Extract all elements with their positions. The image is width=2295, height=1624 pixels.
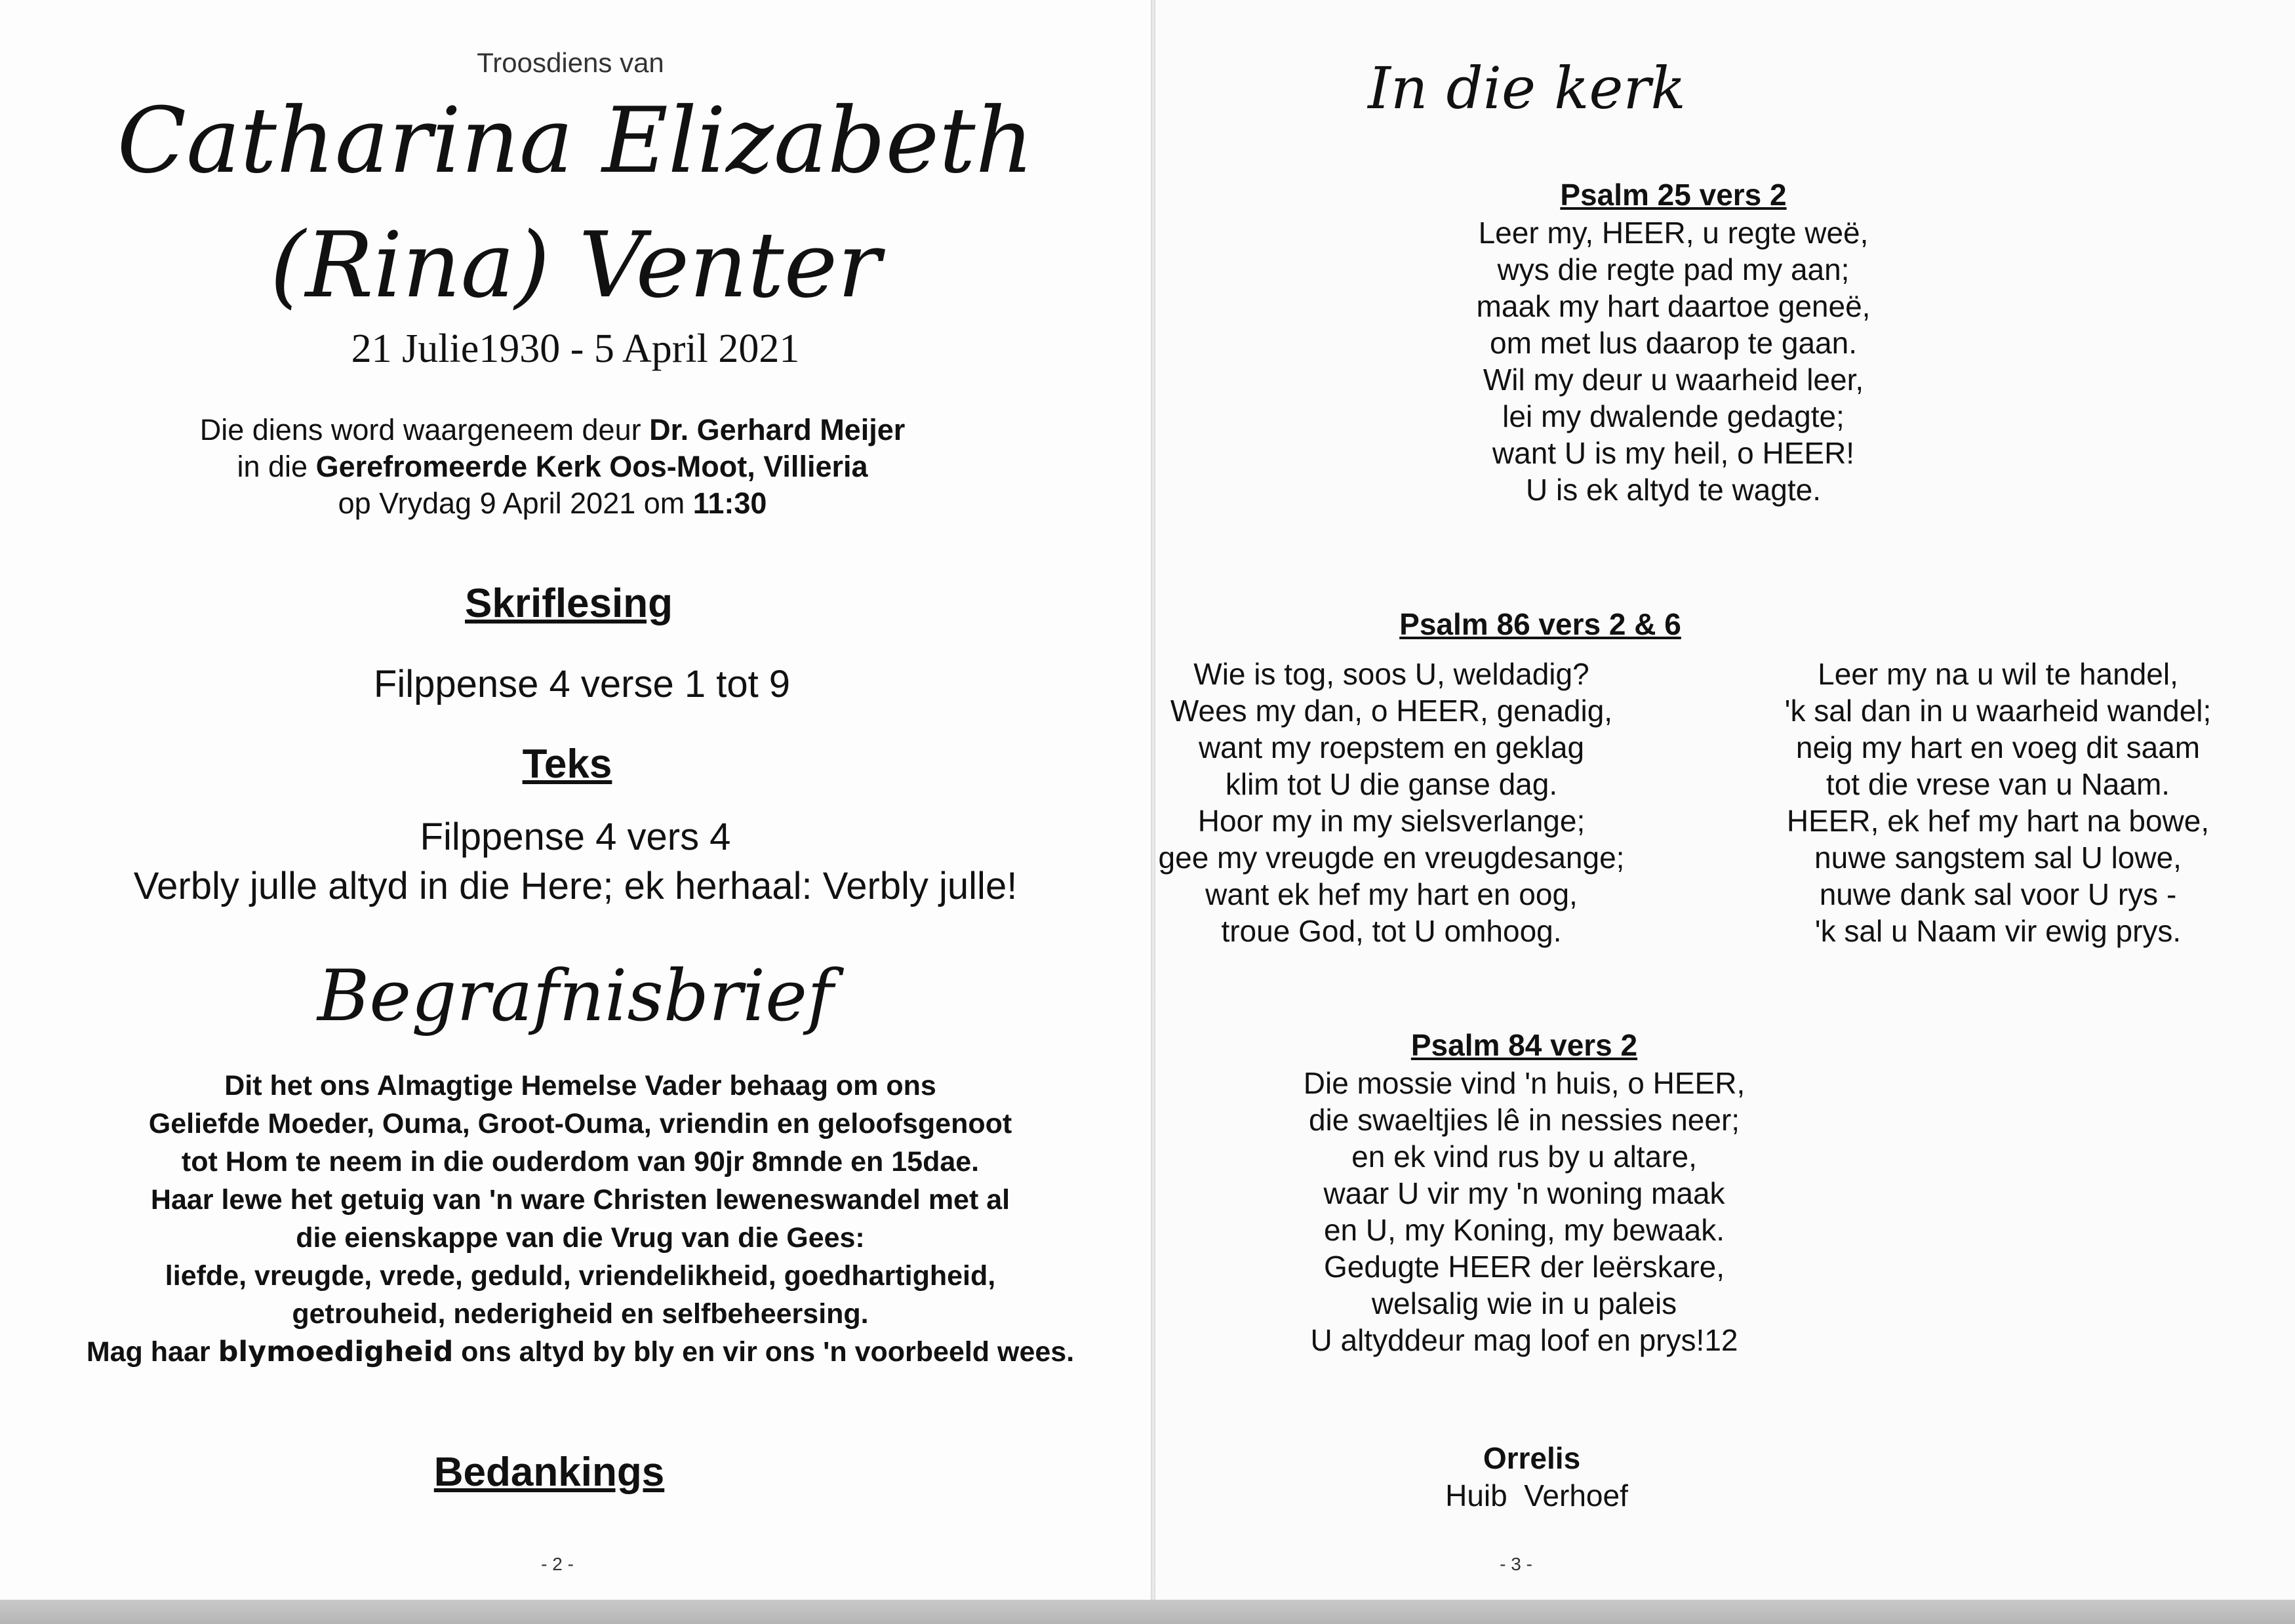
verse-line: Wil my deur u waarheid leer, xyxy=(1483,363,1864,397)
verse-line: klim tot U die ganse dag. xyxy=(1225,767,1558,801)
verse-line: Leer my, HEER, u regte weë, xyxy=(1478,216,1869,250)
service-time: 11:30 xyxy=(692,486,767,520)
thanks-heading: Bedankings xyxy=(433,1450,665,1495)
reading-reference: Filppense 4 verse 1 tot 9 xyxy=(373,663,791,705)
verse-line: Wees my dan, o HEER, genadig, xyxy=(1170,694,1613,728)
verse-line: want my roepstem en geklag xyxy=(1198,730,1585,764)
verse-line: welsalig wie in u paleis xyxy=(1371,1286,1677,1320)
letter-line: Geliefde Moeder, Ouma, Groot-Ouma, vriendin en geloofsgenoot xyxy=(148,1108,1012,1139)
letter-line: Dit het ons Almagtige Hemelse Vader behaag om ons xyxy=(224,1070,936,1101)
verse-line: 'k sal dan in u waarheid wandel; xyxy=(1784,694,2212,728)
service-line-2-text: in die xyxy=(237,450,308,483)
page-number: - 3 - xyxy=(1500,1554,1532,1574)
letter-line: die eienskappe van die Vrug van die Gees: xyxy=(296,1222,865,1254)
church-name: Gerefromeerde Kerk Oos-Moot, Villieria xyxy=(315,450,868,483)
page-fold xyxy=(1151,0,1155,1624)
verse-line: Hoor my in my sielsverlange; xyxy=(1197,804,1586,838)
verse-line: waar U vir my 'n woning maak xyxy=(1323,1176,1725,1210)
deceased-name-line1: Catharina Elizabeth xyxy=(117,88,1034,193)
scan-edge xyxy=(0,1600,2295,1624)
verse-line: om met lus daarop te gaan. xyxy=(1490,326,1857,360)
verse-line: en ek vind rus by u altare, xyxy=(1351,1139,1697,1174)
letter-last-prefix: Mag haar xyxy=(86,1336,210,1368)
psalm-86-verse-right xyxy=(1759,656,2237,949)
verse-line: nuwe dank sal voor U rys - xyxy=(1819,877,2177,911)
verse-line: troue God, tot U omhoog. xyxy=(1221,914,1562,948)
deceased-name-line2: (Rina) Venter xyxy=(269,212,881,318)
psalm-25-title: Psalm 25 vers 2 xyxy=(1560,178,1787,212)
psalm-84-title: Psalm 84 vers 2 xyxy=(1410,1028,1638,1062)
psalm-86-title: Psalm 86 vers 2 & 6 xyxy=(1399,607,1681,641)
verse-line: Die mossie vind 'n huis, o HEER, xyxy=(1303,1066,1746,1100)
verse-line: maak my hart daartoe geneë, xyxy=(1476,289,1871,323)
verse-line: nuwe sangstem sal U lowe, xyxy=(1814,841,2182,875)
verse-line: lei my dwalende gedagte; xyxy=(1502,399,1845,433)
organist-name: Huib Verhoef xyxy=(1445,1478,1628,1513)
verse-line: Gedugte HEER der leërskare, xyxy=(1323,1250,1725,1284)
verse-line: 'k sal u Naam vir ewig prys. xyxy=(1814,914,2182,948)
verse-line: en U, my Koning, my bewaak. xyxy=(1323,1213,1725,1247)
organist-heading: Orrelis xyxy=(1483,1441,1581,1475)
text-heading: Teks xyxy=(522,742,612,787)
letter-line: tot Hom te neem in die ouderdom van 90jr 8mnde en 15dae. xyxy=(181,1146,980,1178)
service-intro: Troosdiens van xyxy=(477,47,664,78)
verse-line: wys die regte pad my aan; xyxy=(1497,252,1850,287)
service-line-1 xyxy=(0,412,1105,448)
psalm-25-verse xyxy=(1155,214,2191,508)
service-line-3-text: op Vrydag 9 April 2021 om xyxy=(338,486,685,520)
church-section-heading: In die kerk xyxy=(1368,54,1686,122)
psalm-84-verse xyxy=(1155,1065,1893,1358)
letter-last-suffix: ons altyd by bly en vir ons 'n voorbeeld wees. xyxy=(461,1336,1075,1368)
letter-line: liefde, vreugde, vrede, geduld, vriendelikheid, goedhartigheid, xyxy=(165,1260,996,1292)
left-page xyxy=(0,0,1151,1600)
psalm-84 xyxy=(1155,1025,1893,1358)
verse-line: gee my vreugde en vreugdesange; xyxy=(1158,841,1625,875)
service-line-2 xyxy=(0,448,1105,485)
text-reference: Filppense 4 vers 4 xyxy=(420,816,731,858)
verse-line: Wie is tog, soos U, weldadig? xyxy=(1193,657,1589,691)
letter-line: getrouheid, nederigheid en selfbeheersing. xyxy=(292,1298,869,1330)
psalm-25 xyxy=(1155,175,2191,508)
verse-line: HEER, ek hef my hart na bowe, xyxy=(1786,804,2210,838)
verse-line: U altyddeur mag loof en prys!12 xyxy=(1310,1323,1738,1357)
verse-line: Leer my na u wil te handel, xyxy=(1818,657,2178,691)
verse-line: want ek hef my hart en oog, xyxy=(1205,877,1578,911)
service-line-3 xyxy=(0,485,1105,522)
letter-emphasis: blymoedigheid xyxy=(218,1336,454,1368)
verse-line: neig my hart en voeg dit saam xyxy=(1795,730,2201,764)
minister-name: Dr. Gerhard Meijer xyxy=(649,413,906,446)
text-quote: Verbly julle altyd in die Here; ek herhaal: Verbly julle! xyxy=(133,865,1018,907)
right-page xyxy=(1155,0,2295,1600)
reading-heading: Skriflesing xyxy=(465,581,673,626)
life-dates: 21 Julie1930 - 5 April 2021 xyxy=(351,327,800,371)
verse-line: tot die vrese van u Naam. xyxy=(1826,767,2170,801)
verse-line: U is ek altyd te wagte. xyxy=(1526,473,1821,507)
service-line-1-text: Die diens word waargeneem deur xyxy=(199,413,641,446)
letter-line: Haar lewe het getuig van 'n ware Christen leweneswandel met al xyxy=(150,1184,1010,1216)
psalm-86-verse-left xyxy=(1155,656,1627,949)
service-details xyxy=(0,412,1105,522)
letter-last-line xyxy=(0,1333,1161,1371)
funeral-letter xyxy=(0,1067,1161,1371)
verse-line: want U is my heil, o HEER! xyxy=(1492,436,1855,470)
letter-heading: Begrafnisbrief xyxy=(317,955,834,1037)
page-number: - 2 - xyxy=(541,1554,574,1574)
verse-line: die swaeltjies lê in nessies neer; xyxy=(1308,1103,1740,1137)
